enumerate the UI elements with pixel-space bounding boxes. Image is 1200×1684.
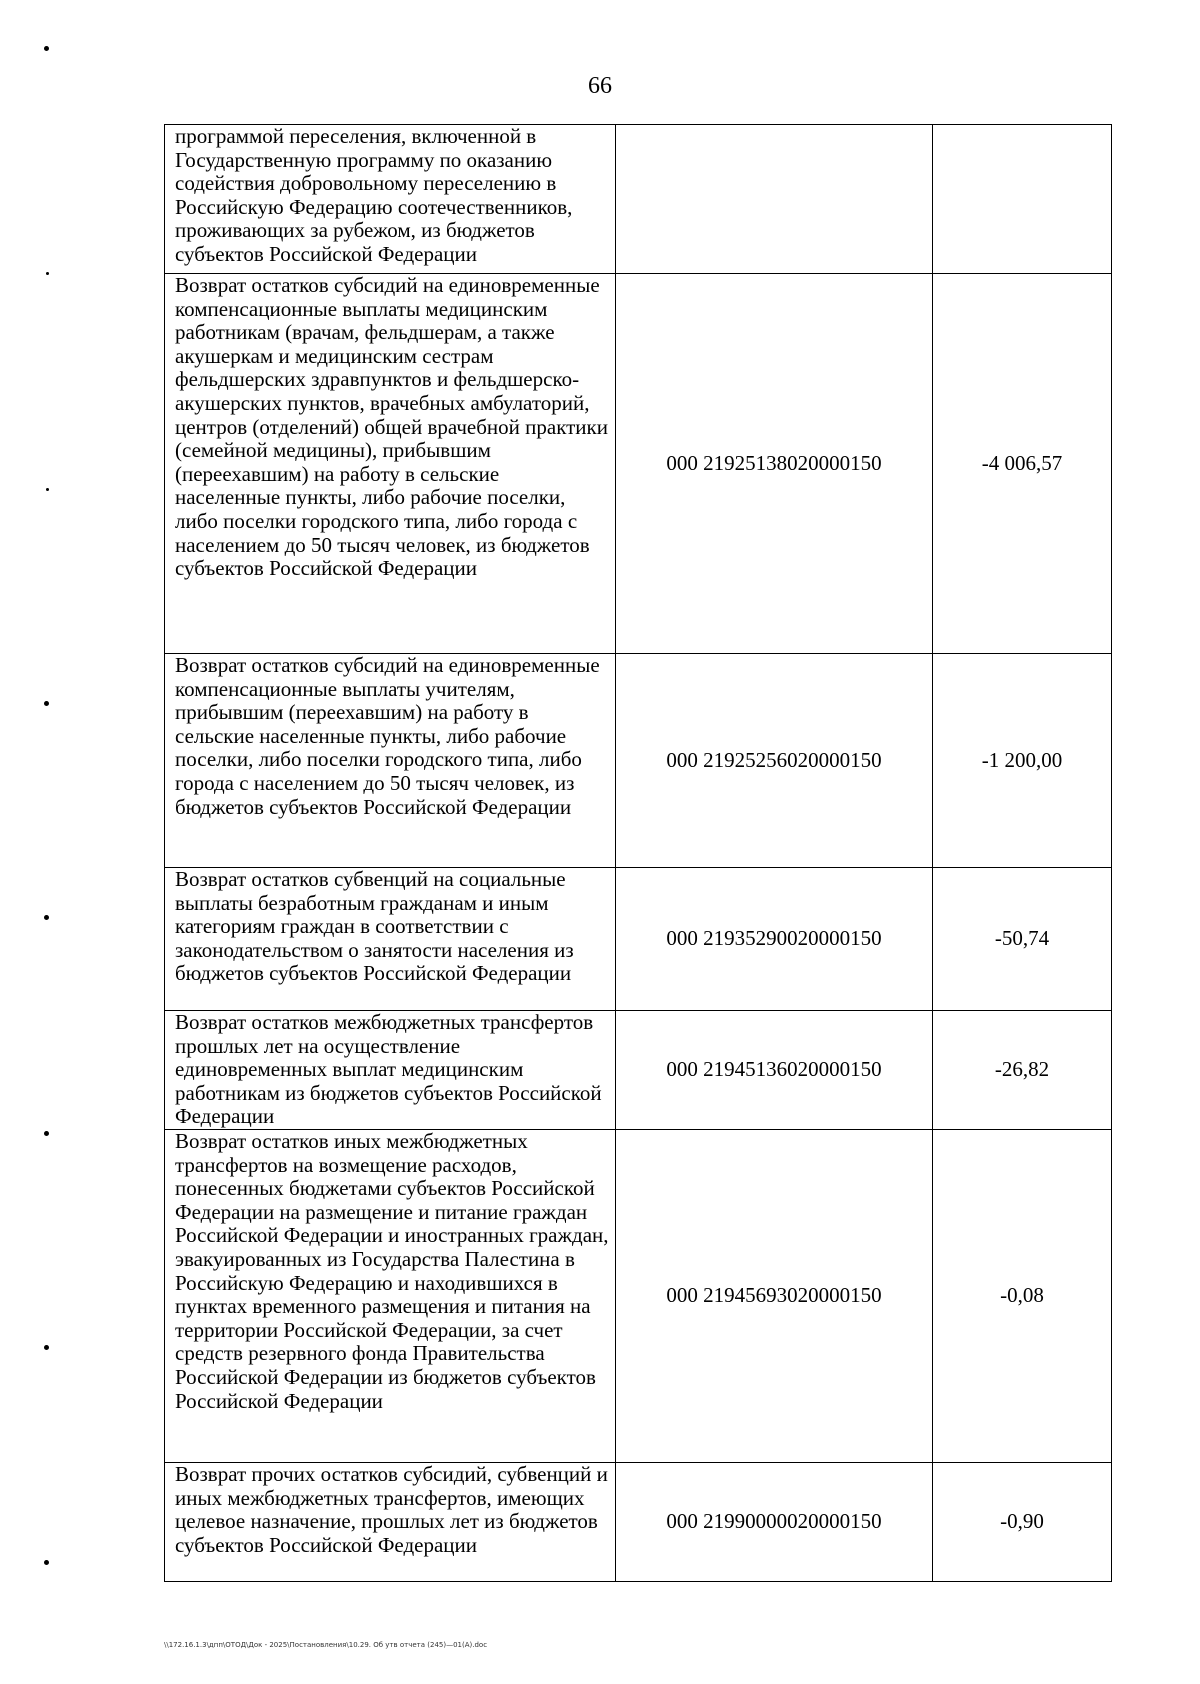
row-description: Возврат прочих остатков субсидий, субвенций и иных межбюджетных трансфертов, имеющих целевое назначение, прошлых лет из бюджетов субъектов Российской Федерации	[165, 1463, 616, 1582]
budget-table	[164, 124, 1112, 1582]
table-row	[165, 274, 1112, 654]
scan-margin-dot	[46, 488, 49, 491]
row-description: программой переселения, включенной в Государственную программу по оказанию содействия добровольному переселению в Российскую Федерацию соотечественников, проживающих за рубежом, из бюджетов субъектов Российской Федерации	[165, 125, 616, 274]
table-row	[165, 1463, 1112, 1582]
scan-margin-dot	[44, 1560, 49, 1565]
scan-margin-dot	[44, 1131, 49, 1136]
row-amount: -26,82	[933, 1011, 1112, 1130]
scan-margin-dot	[44, 915, 49, 920]
row-description: Возврат остатков субсидий на единовременные компенсационные выплаты учителям, прибывшим (переехавшим) на работу в сельские населенные пункты, либо рабочие поселки, либо поселки городского типа, либо города с населением до 50 тысяч человек, из бюджетов субъектов Российской Федерации	[165, 654, 616, 868]
row-amount	[933, 125, 1112, 274]
row-code: 000 21935290020000150	[616, 868, 933, 1011]
scan-margin-dot	[46, 272, 49, 275]
row-amount: -4 006,57	[933, 274, 1112, 654]
table-row	[165, 1011, 1112, 1130]
row-description: Возврат остатков межбюджетных трансфертов прошлых лет на осуществление единовременных выплат медицинским работникам из бюджетов субъектов Российской Федерации	[165, 1011, 616, 1130]
footer-file-path: \\172.16.1.3\дпп\ОТОД\Док - 2025\Постановления\10.29. Об утв отчета (245)—01(А).doc	[164, 1641, 488, 1649]
scan-margin-dot	[44, 46, 49, 51]
table-row	[165, 125, 1112, 274]
row-amount: -1 200,00	[933, 654, 1112, 868]
row-code: 000 21925138020000150	[616, 274, 933, 654]
row-amount: -0,90	[933, 1463, 1112, 1582]
scan-margin-dot	[44, 701, 49, 706]
row-amount: -0,08	[933, 1130, 1112, 1463]
row-code	[616, 125, 933, 274]
table-row	[165, 654, 1112, 868]
row-code: 000 21990000020000150	[616, 1463, 933, 1582]
table-row	[165, 1130, 1112, 1463]
row-amount: -50,74	[933, 868, 1112, 1011]
row-description: Возврат остатков иных межбюджетных трансфертов на возмещение расходов, понесенных бюджетами субъектов Российской Федерации на размещение и питание граждан Российской Федерации и иностранных граждан, эвакуированных из Государства Палестина в Российскую Федерацию и находившихся в пунктах временного размещения и питания на территории Российской Федерации, за счет средств резервного фонда Правительства Российской Федерации из бюджетов субъектов Российской Федерации	[165, 1130, 616, 1463]
row-code: 000 21945136020000150	[616, 1011, 933, 1130]
page-number: 66	[588, 73, 612, 99]
scan-margin-dot	[44, 1345, 49, 1350]
row-code: 000 21945693020000150	[616, 1130, 933, 1463]
row-description: Возврат остатков субвенций на социальные выплаты безработным гражданам и иным категориям граждан в соответствии с законодательством о занятости населения из бюджетов субъектов Российской Федерации	[165, 868, 616, 1011]
table-row	[165, 868, 1112, 1011]
row-description: Возврат остатков субсидий на единовременные компенсационные выплаты медицинским работникам (врачам, фельдшерам, а также акушеркам и медицинским сестрам фельдшерских здравпунктов и фельдшерско-акушерских пунктов, врачебных амбулаторий, центров (отделений) общей врачебной практики (семейной медицины), прибывшим (переехавшим) на работу в сельские населенные пункты, либо рабочие поселки, либо поселки городского типа, либо города с населением до 50 тысяч человек, из бюджетов субъектов Российской Федерации	[165, 274, 616, 654]
row-code: 000 21925256020000150	[616, 654, 933, 868]
